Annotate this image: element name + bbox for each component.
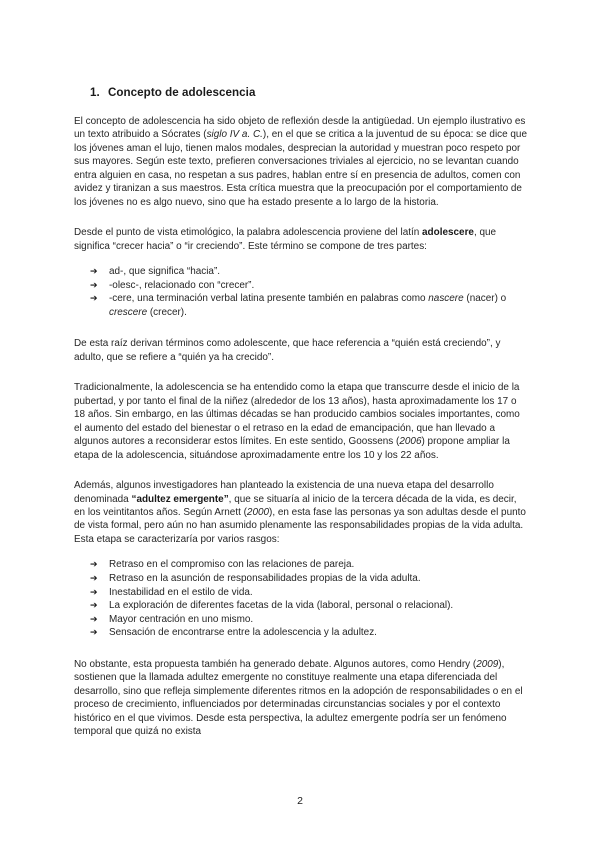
- bold-adolescere: adolescere: [422, 227, 474, 239]
- paragraph-traditional: Tradicionalmente, la adolescencia se ha entendido como la etapa que transcurre desde el inicio de la pubertad, y por tanto el final de la niñez (alrededor de los 13 años), hasta aproximadamente los 17 o 18 años. Sin embargo, en las últimas décadas se han producido cambios sociales importantes, como el aumento del estado del bienestar o el retraso en la edad de emancipación, que han llevado a algunos autores a reconsiderar estos límites. En este sentido, Goossens (2006) propone ampliar la etapa de la adolescencia, situándose aproximadamente entre los 10 y los 22 años.: [74, 382, 520, 461]
- italic-century: siglo IV a. C.: [206, 129, 263, 141]
- traits-list: [74, 558, 528, 640]
- paragraph-emerging-adulthood: Además, algunos investigadores han planteado la existencia de una nueva etapa del desarrollo denominada “adultez emergente”, que se situaría al inicio de la tercera década de la vida, es decir, en los veintitantos años. Según Arnett (2000), en esta fase las personas ya son adultas desde el punto de vista formal, pero aún no han asumido plenamente las responsabilidades propias de la vida adulta. Esta etapa se caracterizaría por varios rasgos:: [74, 480, 526, 545]
- list-item: ➔ Sensación de encontrarse entre la adolescencia y la adultez.: [90, 626, 528, 640]
- list-item: ➔ -olesc-, relacionado con “crecer”.: [90, 279, 528, 293]
- page-content: [74, 86, 528, 756]
- list-item: ➔ -cere, una terminación verbal latina presente también en palabras como nascere (nacer) o crescere (crecer).: [90, 292, 528, 319]
- list-item: ➔ Retraso en la asunción de responsabilidades propias de la vida adulta.: [90, 572, 528, 586]
- section-heading: [90, 86, 528, 99]
- list-item: ➔ Inestabilidad en el estilo de vida.: [90, 586, 528, 600]
- section-number: 1.: [90, 86, 100, 99]
- list-item: ➔ La exploración de diferentes facetas de la vida (laboral, personal o relacional).: [90, 599, 528, 613]
- bold-adultez-emergente: “adultez emergente”: [131, 493, 229, 505]
- section-title: Concepto de adolescencia: [108, 86, 256, 99]
- list-item: ➔ Retraso en el compromiso con las relaciones de pareja.: [90, 558, 528, 572]
- etymology-list: [74, 265, 528, 319]
- paragraph-etymology: Desde el punto de vista etimológico, la palabra adolescencia proviene del latín adolescere, que significa “crecer hacia” o “ir creciendo”. Este término se compone de tres partes:: [74, 227, 497, 252]
- italic-year: 2000: [246, 506, 270, 518]
- italic-year: 2009: [476, 658, 499, 670]
- paragraph-socrates: El concepto de adolescencia ha sido objeto de reflexión desde la antigüedad. Un ejemplo ilustrativo es un texto atribuido a Sócrates (siglo IV a. C.), en el que se critica a la juventud de su época: se dice que los jóvenes aman el lujo, tienen malos modales, desprecian la autoridad y muestran poco respeto por sus mayores. Según este texto, prefieren conversaciones triviales al ejercicio, no se levantan cuando entra alguien en casa, no respetan a sus padres, hablan entre sí en presencia de adultos, comen con avidez y tiranizan a sus maestros. Esta crítica muestra que la preocupación por el comportamiento de los jóvenes no es algo nuevo, sino que ha estado presente a lo largo de la historia.: [74, 116, 527, 208]
- paragraph-derived-terms: De esta raíz derivan términos como adolescente, que hace referencia a “quién está creciendo”, y adulto, que se refiere a “quién ya ha crecido”.: [74, 338, 501, 363]
- page-number: 2: [297, 795, 303, 807]
- paragraph-debate: No obstante, esta propuesta también ha generado debate. Algunos autores, como Hendry (2009), sostienen que la llamada adultez emergente no constituye realmente una etapa diferenciada del desarrollo, sino que refleja simplemente diferentes ritmos en la adopción de responsabilidades o en el proceso de crecimiento, influenciados por determinadas circunstancias sociales y por el contexto histórico en el que vivimos. Desde esta perspectiva, la adultez emergente podría ser un fenómeno temporal que quizá no exista: [74, 658, 523, 738]
- italic-year: 2006: [399, 436, 422, 448]
- list-item: ➔ ad-, que significa “hacia”.: [90, 265, 528, 279]
- list-item: ➔ Mayor centración en uno mismo.: [90, 613, 528, 627]
